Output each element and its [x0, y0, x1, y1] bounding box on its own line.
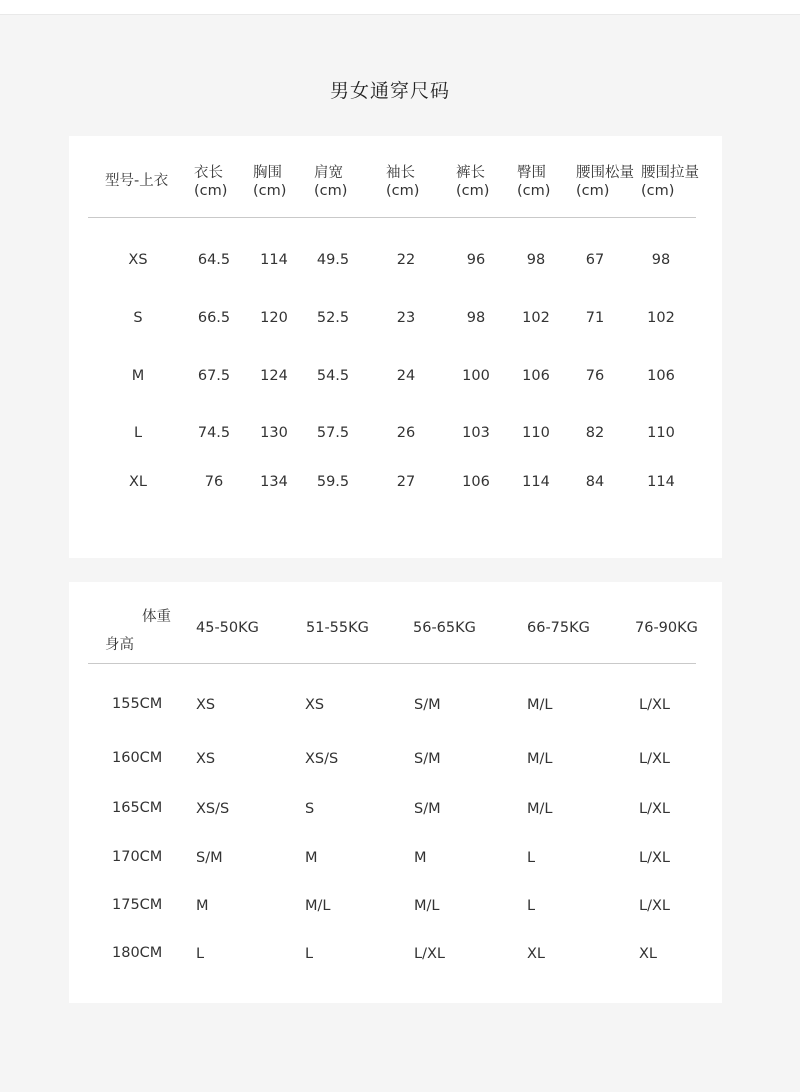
table2-cell: L — [527, 898, 536, 914]
table2-header-weight: 66-75KG — [527, 620, 590, 636]
table2-height-label: 170CM — [112, 849, 163, 865]
table2-cell: XS/S — [305, 751, 339, 767]
table1-cell: 22 — [396, 252, 416, 268]
table2-cell: M/L — [414, 898, 440, 914]
table2-cell: M/L — [527, 697, 553, 713]
table1-corner-label: 型号-上衣 — [105, 173, 169, 189]
table2-height-label: 160CM — [112, 750, 163, 766]
table2-cell: S/M — [414, 751, 441, 767]
table1-cell: 98 — [526, 252, 546, 268]
table1-cell: 114 — [260, 252, 288, 268]
table2-cell: M/L — [527, 751, 553, 767]
table1-header-unit: (cm) — [253, 183, 287, 199]
table2-cell: XS — [196, 697, 216, 713]
table2-cell: S/M — [414, 697, 441, 713]
table2-cell: L — [196, 946, 205, 962]
table1-header-unit: (cm) — [386, 183, 420, 199]
table1-cell: 49.5 — [316, 252, 350, 268]
table2-cell: XS — [196, 751, 216, 767]
table1-header-unit: (cm) — [641, 183, 675, 199]
size-recommendation-card — [69, 582, 722, 1003]
table1-size-label: XL — [128, 474, 147, 490]
table1-header-name: 肩宽 — [314, 165, 343, 181]
table1-cell: 54.5 — [316, 368, 350, 384]
table1-cell: 74.5 — [197, 425, 231, 441]
table2-cell: XS/S — [196, 801, 230, 817]
table1-cell: 84 — [585, 474, 605, 490]
table1-cell: 52.5 — [316, 310, 350, 326]
table1-cell: 66.5 — [197, 310, 231, 326]
table1-cell: 130 — [260, 425, 288, 441]
table1-cell: 23 — [396, 310, 416, 326]
table2-header-divider — [88, 663, 696, 664]
table1-cell: 76 — [204, 474, 224, 490]
table1-cell: 120 — [260, 310, 288, 326]
table2-cell: L/XL — [639, 801, 670, 817]
table2-cell: M — [305, 850, 318, 866]
table1-cell: 67.5 — [197, 368, 231, 384]
table1-cell: 82 — [585, 425, 605, 441]
table1-cell: 106 — [647, 368, 675, 384]
table2-header-weight: 51-55KG — [306, 620, 369, 636]
table1-cell: 106 — [522, 368, 550, 384]
table1-header-unit: (cm) — [314, 183, 348, 199]
table1-cell: 76 — [585, 368, 605, 384]
table2-cell: M/L — [305, 898, 331, 914]
table1-header-name: 裤长 — [456, 165, 485, 181]
table1-cell: 103 — [462, 425, 490, 441]
table1-header-unit: (cm) — [194, 183, 228, 199]
table1-cell: 96 — [466, 252, 486, 268]
table1-header-unit: (cm) — [576, 183, 610, 199]
table1-cell: 98 — [651, 252, 671, 268]
table1-header-divider — [88, 217, 696, 218]
table2-cell: L/XL — [639, 751, 670, 767]
table2-cell: S/M — [414, 801, 441, 817]
table2-cell: L — [305, 946, 314, 962]
table2-cell: S/M — [196, 850, 223, 866]
table1-cell: 114 — [522, 474, 550, 490]
table2-height-label: 155CM — [112, 696, 163, 712]
table2-height-label: 180CM — [112, 945, 163, 961]
table1-cell: 134 — [260, 474, 288, 490]
table1-header-name: 腰围松量 — [576, 165, 634, 181]
table1-cell: 124 — [260, 368, 288, 384]
table1-size-label: L — [133, 425, 143, 441]
measurement-table-card — [69, 136, 722, 558]
table1-cell: 106 — [462, 474, 490, 490]
table1-cell: 100 — [462, 368, 490, 384]
table1-cell: 110 — [522, 425, 550, 441]
table1-header-name: 衣长 — [194, 165, 223, 181]
table2-header-weight: 45-50KG — [196, 620, 259, 636]
table1-cell: 24 — [396, 368, 416, 384]
top-divider — [0, 0, 800, 15]
table2-header-weight: 56-65KG — [413, 620, 476, 636]
table1-cell: 114 — [647, 474, 675, 490]
table1-cell: 71 — [585, 310, 605, 326]
table2-corner-weight: 体重 — [142, 609, 171, 625]
table1-header-name: 腰围拉量 — [641, 165, 699, 181]
table2-corner-height: 身高 — [105, 637, 134, 653]
table1-cell: 102 — [522, 310, 550, 326]
page-title: 男女通穿尺码 — [329, 80, 450, 102]
table2-cell: L/XL — [639, 898, 670, 914]
table1-cell: 64.5 — [197, 252, 231, 268]
table2-cell: M — [196, 898, 209, 914]
table2-header-weight: 76-90KG — [635, 620, 698, 636]
table2-cell: L/XL — [639, 850, 670, 866]
table1-cell: 26 — [396, 425, 416, 441]
table1-cell: 102 — [647, 310, 675, 326]
table1-cell: 98 — [466, 310, 486, 326]
table2-cell: XL — [639, 946, 658, 962]
table1-header-name: 臀围 — [517, 165, 546, 181]
table2-cell: L/XL — [414, 946, 445, 962]
table2-height-label: 165CM — [112, 800, 163, 816]
table1-header-unit: (cm) — [517, 183, 551, 199]
table2-cell: S — [305, 801, 315, 817]
table1-header-name: 袖长 — [386, 165, 415, 181]
table2-cell: M — [414, 850, 427, 866]
table1-cell: 57.5 — [316, 425, 350, 441]
table2-cell: XL — [527, 946, 546, 962]
table1-cell: 110 — [647, 425, 675, 441]
table2-cell: L — [527, 850, 536, 866]
table2-cell: XS — [305, 697, 325, 713]
table2-cell: L/XL — [639, 697, 670, 713]
table1-cell: 59.5 — [316, 474, 350, 490]
table2-cell: M/L — [527, 801, 553, 817]
table1-cell: 27 — [396, 474, 416, 490]
table1-size-label: M — [131, 368, 145, 384]
table1-size-label: XS — [128, 252, 148, 268]
table2-height-label: 175CM — [112, 897, 163, 913]
table1-header-unit: (cm) — [456, 183, 490, 199]
table1-cell: 67 — [585, 252, 605, 268]
table1-size-label: S — [133, 310, 143, 326]
table1-header-name: 胸围 — [253, 165, 282, 181]
